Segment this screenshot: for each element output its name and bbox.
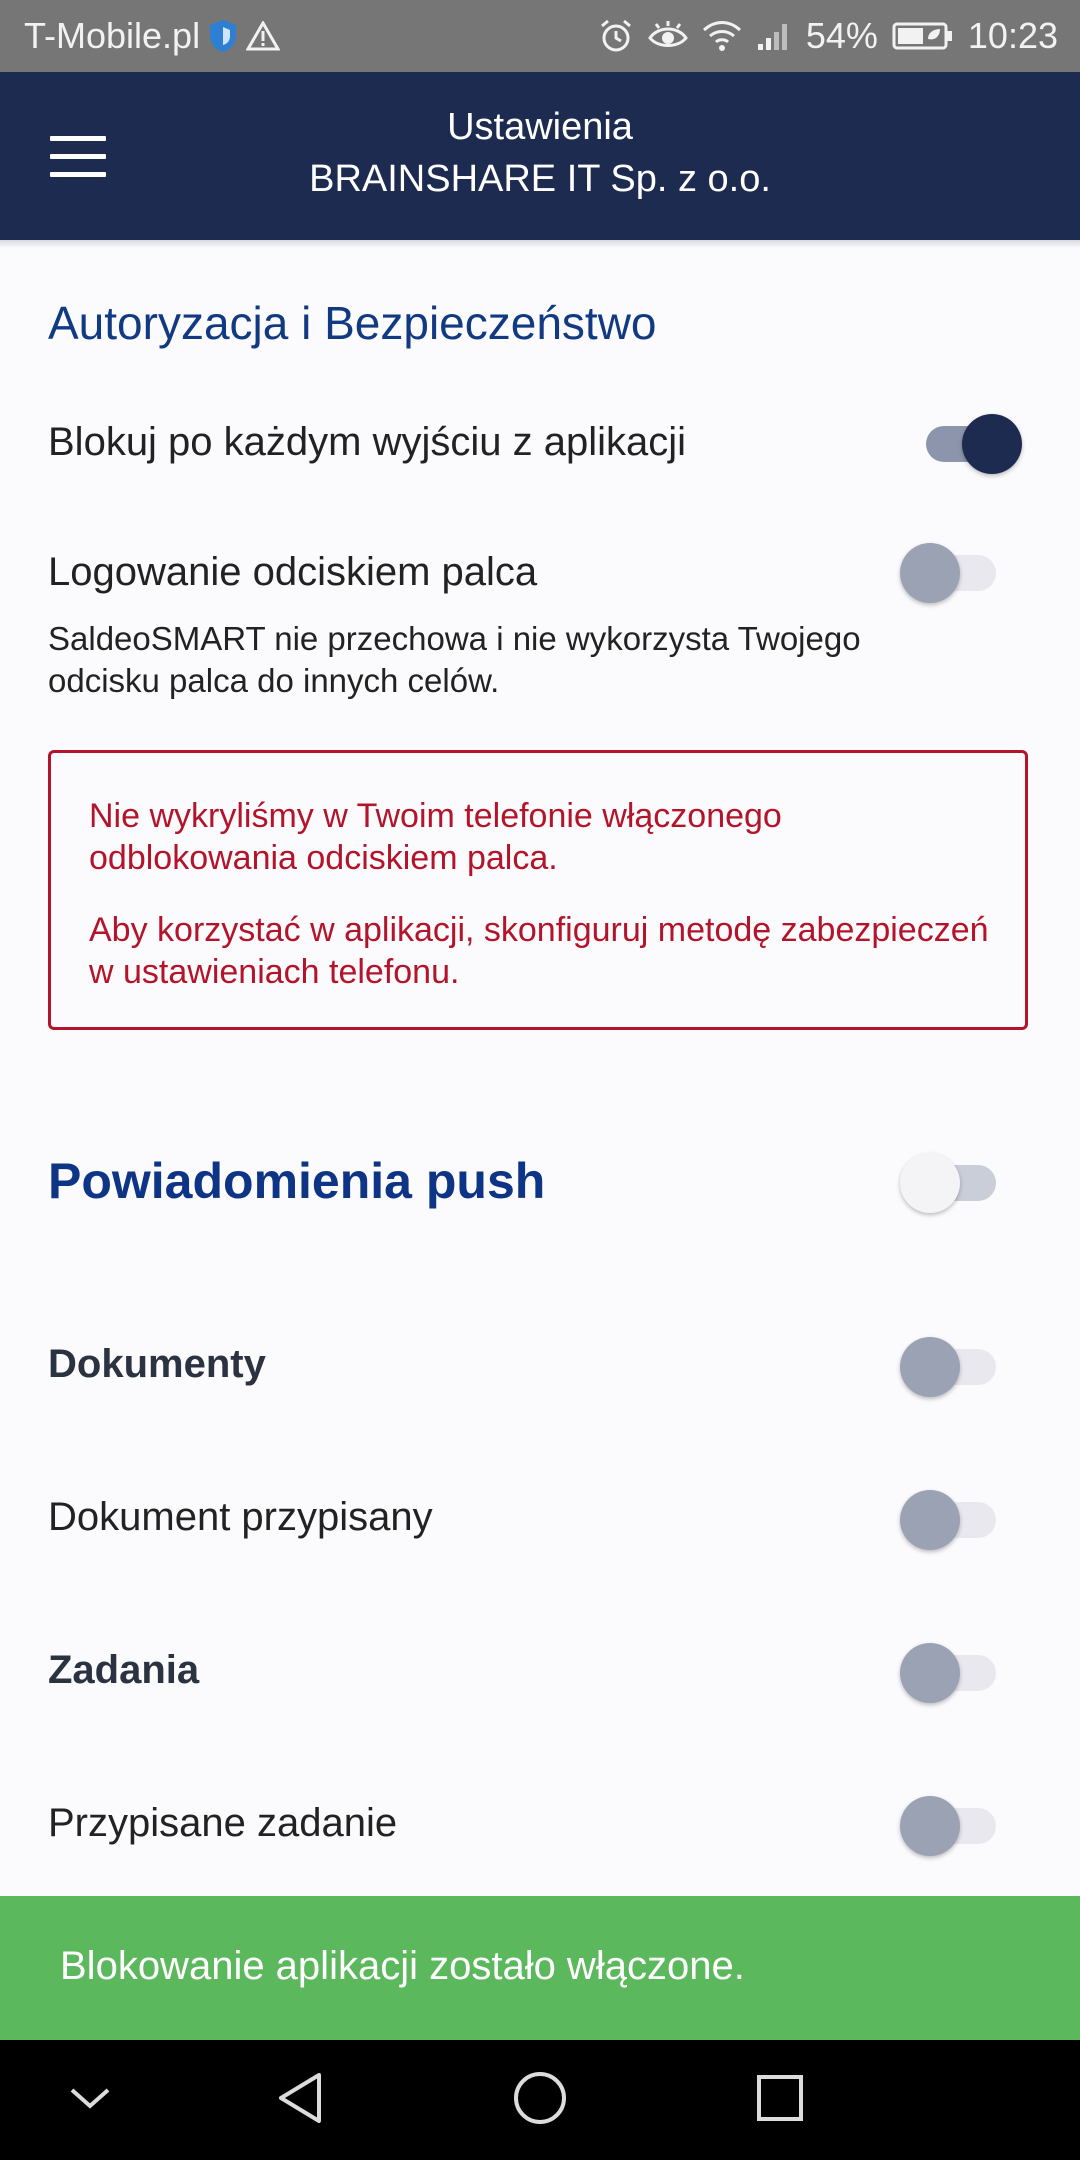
fingerprint-toggle[interactable] (900, 535, 1000, 605)
fingerprint-alert-box (48, 750, 1028, 1030)
push-item-dokument-przypisany-toggle[interactable] (900, 1482, 1000, 1552)
alarm-icon (598, 18, 634, 54)
clock-time: 10:23 (967, 15, 1058, 56)
shield-icon (208, 19, 238, 53)
snackbar (0, 1896, 1080, 2040)
app-bar (0, 72, 1080, 240)
lock-toggle[interactable] (922, 406, 1022, 476)
app-bar-shadow (0, 240, 1080, 248)
recents-square-icon (755, 2073, 805, 2128)
fingerprint-setting-label: Logowanie odciskiem palca (48, 550, 538, 594)
push-item-przypisane-zadanie-toggle[interactable] (900, 1788, 1000, 1858)
fingerprint-description: SaldeoSMART nie przechowa i nie wykorzysta Twojego odcisku palca do innych celów. (48, 620, 861, 699)
nav-hide-button[interactable] (30, 2040, 150, 2160)
eye-icon (648, 20, 688, 52)
push-section-title: Powiadomienia push (48, 1153, 546, 1209)
nav-home-button[interactable] (480, 2040, 600, 2160)
snackbar-message: Blokowanie aplikacji zostało włączone. (60, 1944, 745, 1988)
back-triangle-icon (275, 2071, 325, 2130)
status-bar (0, 0, 1080, 72)
battery-percent: 54% (805, 15, 878, 56)
system-nav-bar (0, 2040, 1080, 2160)
carrier-label: T-Mobile.pl (24, 15, 201, 56)
push-item-dokumenty-label: Dokumenty (48, 1342, 266, 1386)
page-title: Ustawienia (447, 106, 633, 148)
lock-setting-label: Blokuj po każdym wyjściu z aplikacji (48, 420, 687, 464)
chevron-down-icon (68, 2084, 112, 2117)
company-name: BRAINSHARE IT Sp. z o.o. (309, 158, 771, 200)
push-item-zadania-label: Zadania (48, 1648, 200, 1692)
nav-back-button[interactable] (240, 2040, 360, 2160)
push-item-przypisane-zadanie-label: Przypisane zadanie (48, 1801, 398, 1845)
alert-message-1: Nie wykryliśmy w Twoim telefonie włączonego odblokowania odciskiem palca. (89, 797, 782, 877)
push-item-dokumenty-toggle[interactable] (900, 1329, 1000, 1399)
wifi-icon (702, 20, 742, 52)
alert-message-2: Aby korzystać w aplikacji, skonfiguruj metodę zabezpieczeń w ustawieniach telefonu. (89, 911, 989, 991)
signal-icon (756, 20, 792, 52)
warning-icon (246, 21, 280, 51)
nav-recents-button[interactable] (720, 2040, 840, 2160)
push-toggle[interactable] (900, 1145, 1000, 1215)
battery-icon (892, 21, 954, 51)
push-item-dokument-przypisany-label: Dokument przypisany (48, 1495, 433, 1539)
home-circle-icon (512, 2070, 568, 2131)
security-section-title: Autoryzacja i Bezpieczeństwo (48, 297, 657, 349)
push-item-zadania-toggle[interactable] (900, 1635, 1000, 1705)
